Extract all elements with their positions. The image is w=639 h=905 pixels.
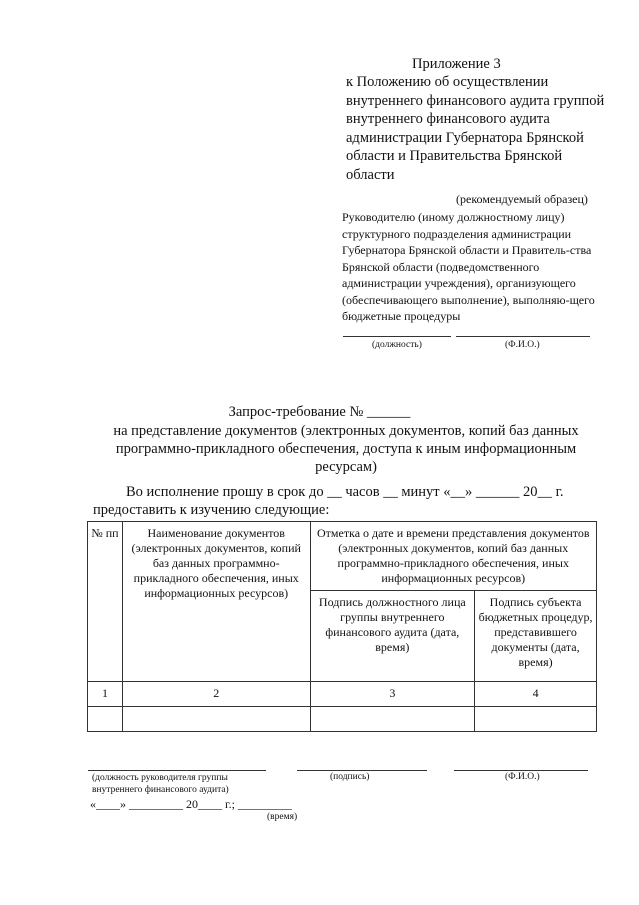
signature-line <box>297 770 427 771</box>
caption-name: (Ф.И.О.) <box>505 340 540 350</box>
index-row <box>88 682 597 707</box>
request-subtitle: на представление документов (электронных документов, копий баз данных программно-прикладного обеспечения, доступа к иным информационным ресурсам) <box>113 423 579 475</box>
appendix-reference: к Положению об осуществлении внутреннего финансового аудита группой внутреннего финансового аудита администрации Губернатора Брянской области и Правительства Брянской области <box>346 74 605 183</box>
empty-cell <box>122 707 310 732</box>
sample-note: (рекомендуемый образец) <box>456 192 588 206</box>
index-cell: 4 <box>475 682 597 707</box>
empty-cell <box>310 707 475 732</box>
request-title: Запрос-требование № ______ <box>228 404 411 420</box>
header-num: № пп <box>88 522 123 682</box>
empty-cell <box>475 707 597 732</box>
empty-cell <box>88 707 123 732</box>
instruction-line-2: предоставить к изучению следующие: <box>93 502 330 518</box>
caption-footer-name: (Ф.И.О.) <box>505 772 540 782</box>
addressee-block: Руководителю (иному должностному лицу) структурного подразделения администрации Губернатора Брянской области и Правитель-ства Брянской области (подведомственного администрации учреждения), организующего (обеспечивающего выполнение), выполняю-щего бюджетные процедуры <box>342 210 595 323</box>
caption-signature: (подпись) <box>330 772 370 782</box>
date-line: «____» _________ 20____ г.; _________ <box>90 797 292 811</box>
caption-position: (должность) <box>372 340 422 350</box>
head-position-line <box>88 770 266 771</box>
caption-time: (время) <box>267 812 298 822</box>
index-cell: 3 <box>310 682 475 707</box>
index-cell: 2 <box>122 682 310 707</box>
name-line <box>456 336 590 337</box>
position-line <box>343 336 451 337</box>
header-mark: Отметка о дате и времени представления документов (электронных документов, копий баз данных программно-прикладного обеспечения, иных информационных ресурсов) <box>310 522 596 591</box>
appendix-title: Приложение 3 <box>412 56 501 72</box>
caption-head-position: (должность руководителя группы внутреннего финансового аудита) <box>92 773 229 795</box>
header-sig-auditor: Подпись должностного лица группы внутреннего финансового аудита (дата, время) <box>310 591 475 682</box>
empty-row <box>88 707 597 732</box>
footer-name-line <box>454 770 588 771</box>
index-cell: 1 <box>88 682 123 707</box>
instruction-line-1: Во исполнение прошу в срок до __ часов __ минут «__» ______ 20__ г. <box>126 484 564 500</box>
header-sig-subject: Подпись субъекта бюджетных процедур, представившего документы (дата, время) <box>475 591 597 682</box>
header-doc-name: Наименование документов (электронных документов, копий баз данных программно-прикладного обеспечения, иных информационных ресурсов) <box>122 522 310 682</box>
documents-table <box>87 521 597 732</box>
